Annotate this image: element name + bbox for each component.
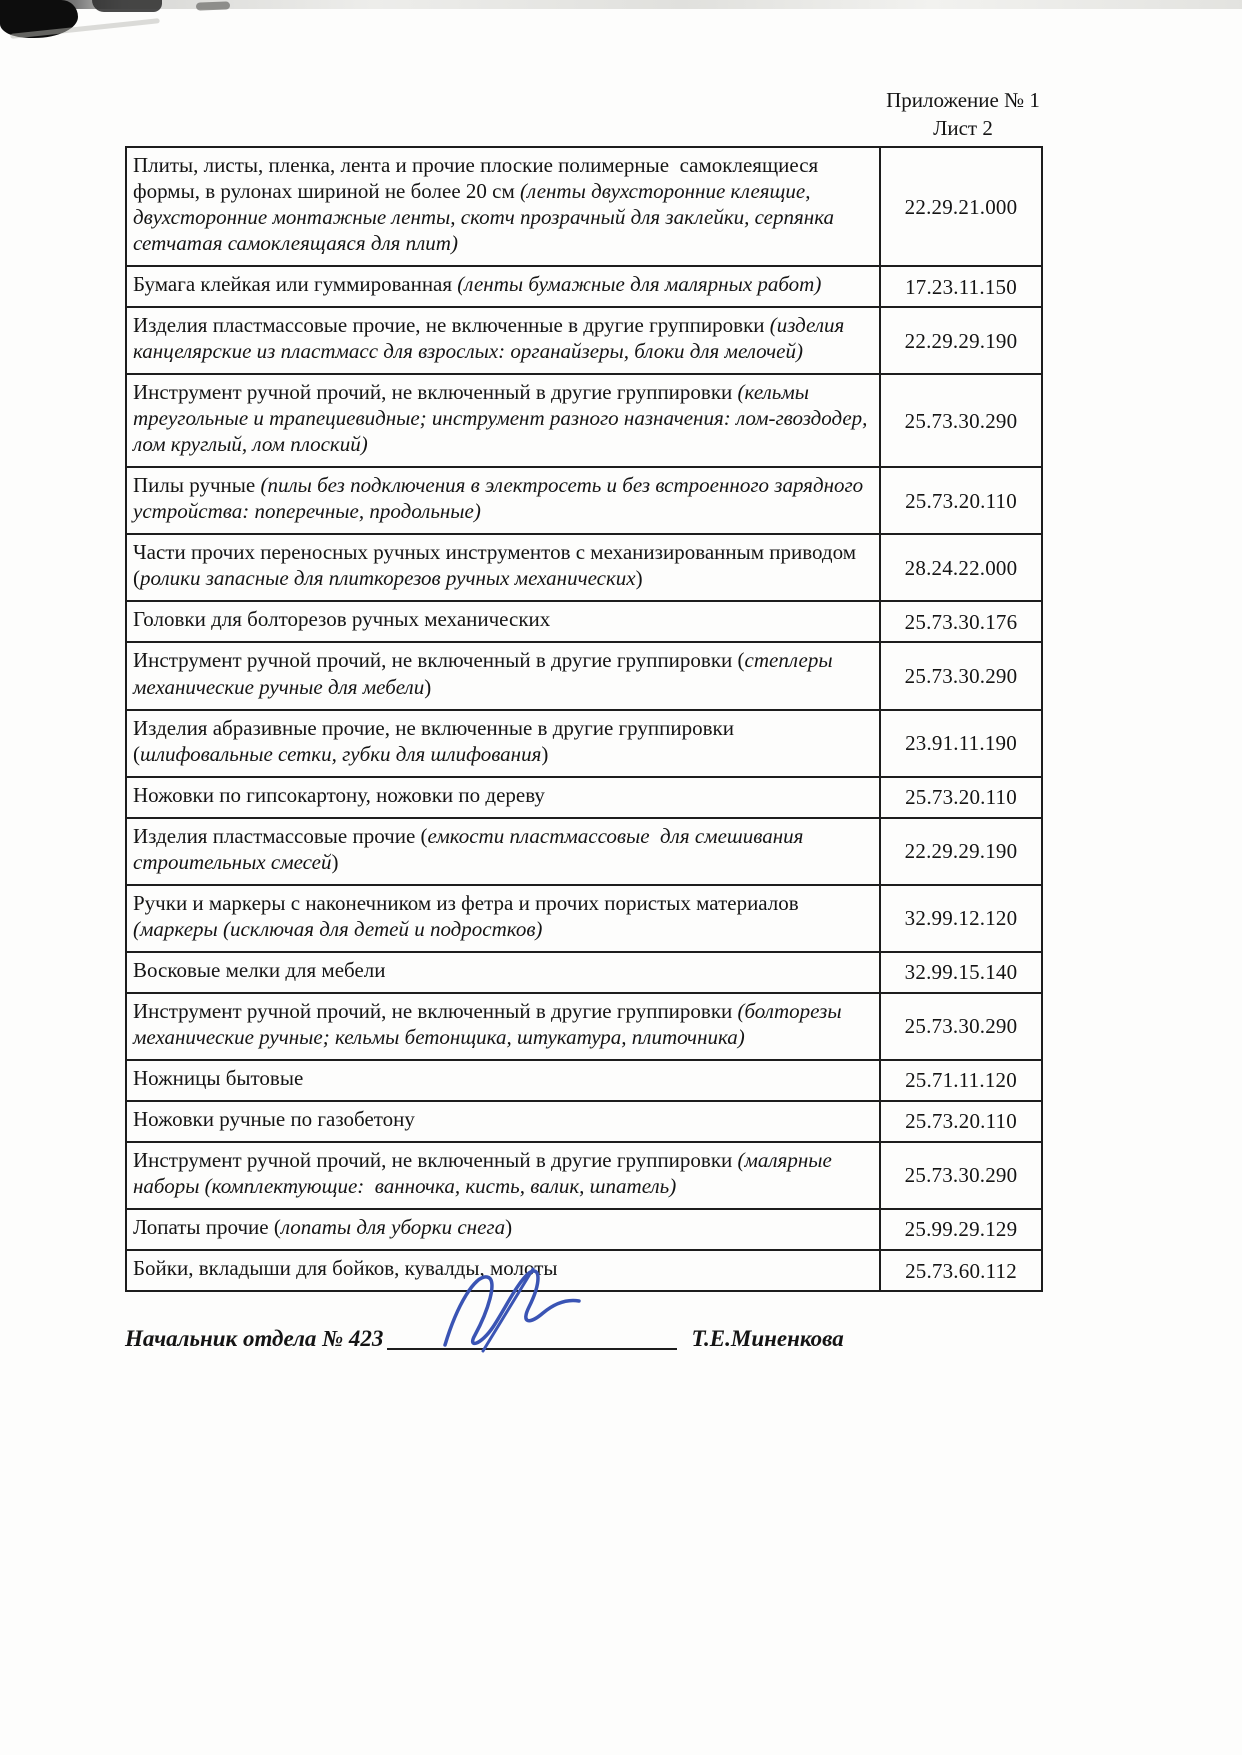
table-row [126, 467, 1042, 534]
signature-line [387, 1318, 677, 1350]
item-description [126, 1060, 880, 1101]
item-description [126, 147, 880, 266]
description-clarification: (малярные наборы (комплектующие: ванночка, кисть, валик, шпатель) [133, 1147, 838, 1198]
table-row [126, 885, 1042, 952]
description-text: ) [541, 741, 549, 766]
item-description [126, 601, 880, 642]
table-row [126, 777, 1042, 818]
item-description [126, 1209, 880, 1250]
okpd2-code: 25.73.20.110 [880, 1101, 1042, 1142]
codes-table [125, 146, 1043, 1292]
description-clarification: (изделия канцелярские из пластмасс для взрослых: органайзеры, блоки для мелочей) [133, 313, 850, 364]
okpd2-code: 25.99.29.129 [880, 1209, 1042, 1250]
description-text: Инструмент ручной прочий, не включенный в другие группировки ( [133, 648, 745, 673]
item-description [126, 885, 880, 952]
okpd2-code: 28.24.22.000 [880, 534, 1042, 601]
table-row [126, 307, 1042, 374]
description-text: Ручки и маркеры с наконечником из фетра и прочих пористых материалов [133, 890, 804, 915]
description-text: Изделия абразивные прочие, не включенные в другие группировки ( [133, 715, 740, 766]
description-clarification: лопаты для уборки снега [280, 1214, 506, 1239]
description-text: ) [424, 674, 432, 699]
table-row [126, 993, 1042, 1060]
description-text: Бумага клейкая или гуммированная [133, 272, 458, 297]
description-clarification: шлифовальные сетки, губки для шлифования [140, 741, 542, 766]
okpd2-code: 25.73.20.110 [880, 777, 1042, 818]
okpd2-code: 17.23.11.150 [880, 266, 1042, 307]
item-description [126, 710, 880, 777]
item-description [126, 642, 880, 709]
item-description [126, 952, 880, 993]
table-row [126, 601, 1042, 642]
signer-name: Т.Е.Миненкова [691, 1326, 844, 1351]
signer-title: Начальник отдела № 423 [125, 1326, 384, 1351]
scan-artifact-top-mark [92, 0, 162, 12]
table-row [126, 1142, 1042, 1209]
description-text: Части прочих переносных ручных инструментов с механизированным приводом ( [133, 540, 862, 591]
okpd2-code: 25.73.30.290 [880, 993, 1042, 1060]
description-text: Инструмент ручной прочий, не включенный в другие группировки [133, 998, 738, 1023]
item-description [126, 307, 880, 374]
okpd2-code: 22.29.29.190 [880, 307, 1042, 374]
codes-table-body [126, 147, 1042, 1291]
description-text: Плиты, листы, пленка, лента и прочие плоские полимерные самоклеящиеся формы, в рулонах шириной не более 20 см [133, 153, 824, 204]
description-clarification: (маркеры (исключая для детей и подростков) [133, 916, 543, 941]
okpd2-code: 25.71.11.120 [880, 1060, 1042, 1101]
description-clarification: (кельмы треугольные и трапециевидные; инструмент разного назначения: лом-гвоздодер, лом круглый, лом плоский) [133, 380, 873, 457]
okpd2-code: 22.29.21.000 [880, 147, 1042, 266]
description-clarification: (болторезы механические ручные; кельмы бетонщика, штукатура, плиточника) [133, 998, 853, 1049]
description-clarification: емкости пластмассовые для смешивания строительных смесей [133, 823, 809, 874]
item-description [126, 534, 880, 601]
document-header [868, 86, 1058, 143]
table-row [126, 818, 1042, 885]
scan-artifact-top-mark-small [196, 1, 230, 10]
scan-artifact-top-strip [0, 0, 1242, 9]
description-text: Пилы ручные [133, 473, 261, 498]
table-row [126, 534, 1042, 601]
description-clarification: ролики запасные для плиткорезов ручных механических [140, 566, 636, 591]
table-row [126, 952, 1042, 993]
table-row [126, 642, 1042, 709]
item-description [126, 818, 880, 885]
appendix-label: Приложение № 1 [886, 88, 1040, 112]
item-description [126, 1101, 880, 1142]
signature-image [437, 1265, 607, 1360]
okpd2-code: 25.73.20.110 [880, 467, 1042, 534]
item-description [126, 374, 880, 467]
okpd2-code: 32.99.15.140 [880, 952, 1042, 993]
okpd2-code: 23.91.11.190 [880, 710, 1042, 777]
description-clarification: (пилы без подключения в электросеть и без встроенного зарядного устройства: поперечные, продольные) [133, 473, 869, 524]
item-description [126, 993, 880, 1060]
okpd2-code: 22.29.29.190 [880, 818, 1042, 885]
description-text: Головки для болторезов ручных механических [133, 607, 551, 632]
table-row [126, 1101, 1042, 1142]
table-row [126, 1060, 1042, 1101]
description-text: Бойки, вкладыши для бойков, кувалды, молоты [133, 1256, 558, 1280]
description-clarification: (ленты бумажные для малярных работ) [457, 272, 822, 297]
table-row [126, 147, 1042, 266]
okpd2-code: 25.73.30.290 [880, 374, 1042, 467]
description-text: ) [635, 566, 643, 591]
description-text: Ножницы бытовые [133, 1065, 304, 1090]
item-description [126, 1142, 880, 1209]
description-text: Изделия пластмассовые прочие, не включенные в другие группировки [133, 313, 770, 338]
okpd2-code: 32.99.12.120 [880, 885, 1042, 952]
item-description [126, 266, 880, 307]
description-text: Ножовки по гипсокартону, ножовки по дереву [133, 782, 545, 807]
description-text: Инструмент ручной прочий, не включенный в другие группировки [133, 380, 738, 405]
table-row [126, 710, 1042, 777]
description-text: Инструмент ручной прочий, не включенный в другие группировки [133, 1147, 738, 1172]
item-description [126, 467, 880, 534]
item-description [126, 777, 880, 818]
description-clarification: степлеры механические ручные для мебели [133, 648, 838, 699]
description-clarification: (ленты двухсторонние клеящие, двухсторонние монтажные ленты, скотч прозрачный для заклейки, серпянка сетчатая самоклеящаяся для плит) [133, 179, 840, 256]
description-text: Восковые мелки для мебели [133, 957, 386, 982]
table-row [126, 374, 1042, 467]
okpd2-code: 25.73.30.290 [880, 1142, 1042, 1209]
description-text: ) [505, 1214, 513, 1239]
description-text: Изделия пластмассовые прочие ( [133, 823, 428, 848]
description-text: ) [331, 849, 339, 874]
sheet-label: Лист 2 [933, 116, 993, 141]
okpd2-code: 25.73.30.290 [880, 642, 1042, 709]
table-row [126, 266, 1042, 307]
description-text: Лопаты прочие ( [133, 1214, 281, 1239]
signature-block [125, 1318, 1115, 1352]
description-text: Ножовки ручные по газобетону [133, 1106, 415, 1131]
okpd2-code: 25.73.30.176 [880, 601, 1042, 642]
okpd2-code: 25.73.60.112 [880, 1250, 1042, 1291]
table-row [126, 1209, 1042, 1250]
